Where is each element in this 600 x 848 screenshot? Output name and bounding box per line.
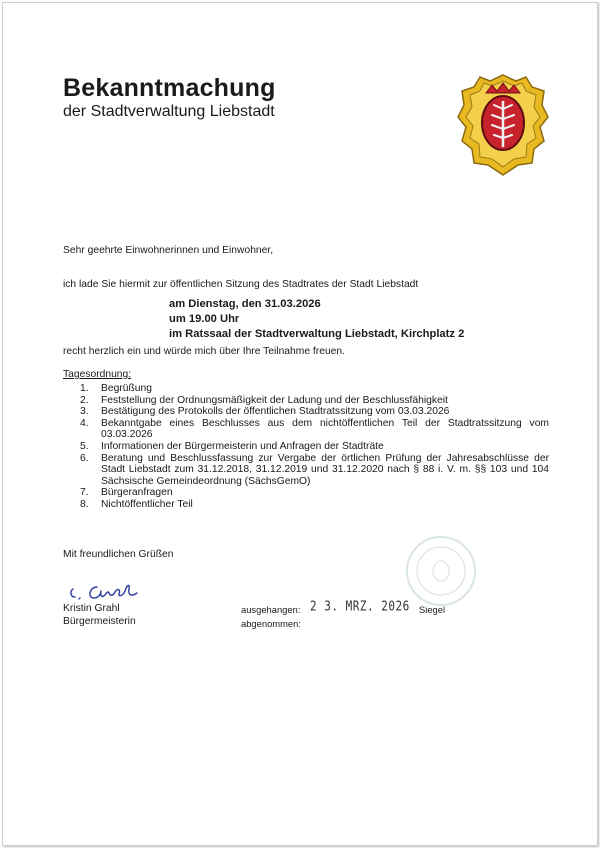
official-seal-icon (401, 531, 481, 611)
agenda-item: 7. Bürgeranfragen (80, 487, 173, 499)
agenda-item: 8. Nichtöffentlicher Teil (80, 498, 193, 510)
agenda-item: 3. Bestätigung des Protokolls der öffentlichen Stadtratssitzung vom 03.03.2026 (80, 406, 450, 418)
agenda-item: 5. Informationen der Bürgermeisterin und Anfragen der Stadträte (80, 440, 384, 452)
document-title: Bekanntmachung (63, 74, 276, 102)
town-coat-of-arms-icon (456, 71, 550, 177)
agenda-heading: Tagesordnung: (63, 369, 132, 380)
meeting-date: am Dienstag, den 31.03.2026 (169, 298, 321, 310)
agenda-item: 4. Bekanntgabe eines Beschlusses aus dem nichtöffentlichen Teil der Stadtratssitzung vom 03.03.2026 (80, 417, 549, 441)
signer-name: Kristin Grahl (63, 603, 120, 614)
document-subtitle: der Stadtverwaltung Liebstadt (63, 103, 275, 120)
removed-label: abgenommen: (241, 618, 301, 629)
meeting-place: im Ratssaal der Stadtverwaltung Liebstadt, Kirchplatz 2 (169, 328, 465, 340)
handwritten-signature (67, 579, 147, 605)
agenda-item: 6. Beratung und Beschlussfassung zur Vergabe der örtlichen Prüfung der Jahresabschlüsse der Stadt Liebstadt zum 31.12.2018, 31.12.2019 und 31.12.2020 nach § 88 i. V. m. §§ 103 und 104 Sächsische Gemeindeordnung (SächsGemO) (80, 452, 549, 487)
seal-label: Siegel (419, 604, 446, 615)
signer-role: Bürgermeisterin (63, 616, 136, 627)
agenda-list (63, 383, 549, 511)
document-page (2, 2, 598, 846)
closing-regards: Mit freundlichen Grüßen (63, 549, 174, 560)
letter-greeting: Sehr geehrte Einwohnerinnen und Einwohner, (63, 245, 274, 256)
agenda-item: 2. Feststellung der Ordnungsmäßigkeit der Ladung und der Beschlussfähigkeit (80, 394, 448, 406)
letter-closing-line: recht herzlich ein und würde mich über Ihre Teilnahme freuen. (63, 346, 345, 357)
meeting-time: um 19.00 Uhr (169, 313, 240, 325)
posted-date-stamp: 2 3. MRZ. 2026 (310, 598, 410, 615)
agenda-item: 1. Begrüßung (80, 383, 152, 394)
posted-label: ausgehangen: (241, 604, 301, 615)
letter-invite: ich lade Sie hiermit zur öffentlichen Sitzung des Stadtrates der Stadt Liebstadt (63, 279, 419, 290)
meeting-details (169, 297, 464, 342)
